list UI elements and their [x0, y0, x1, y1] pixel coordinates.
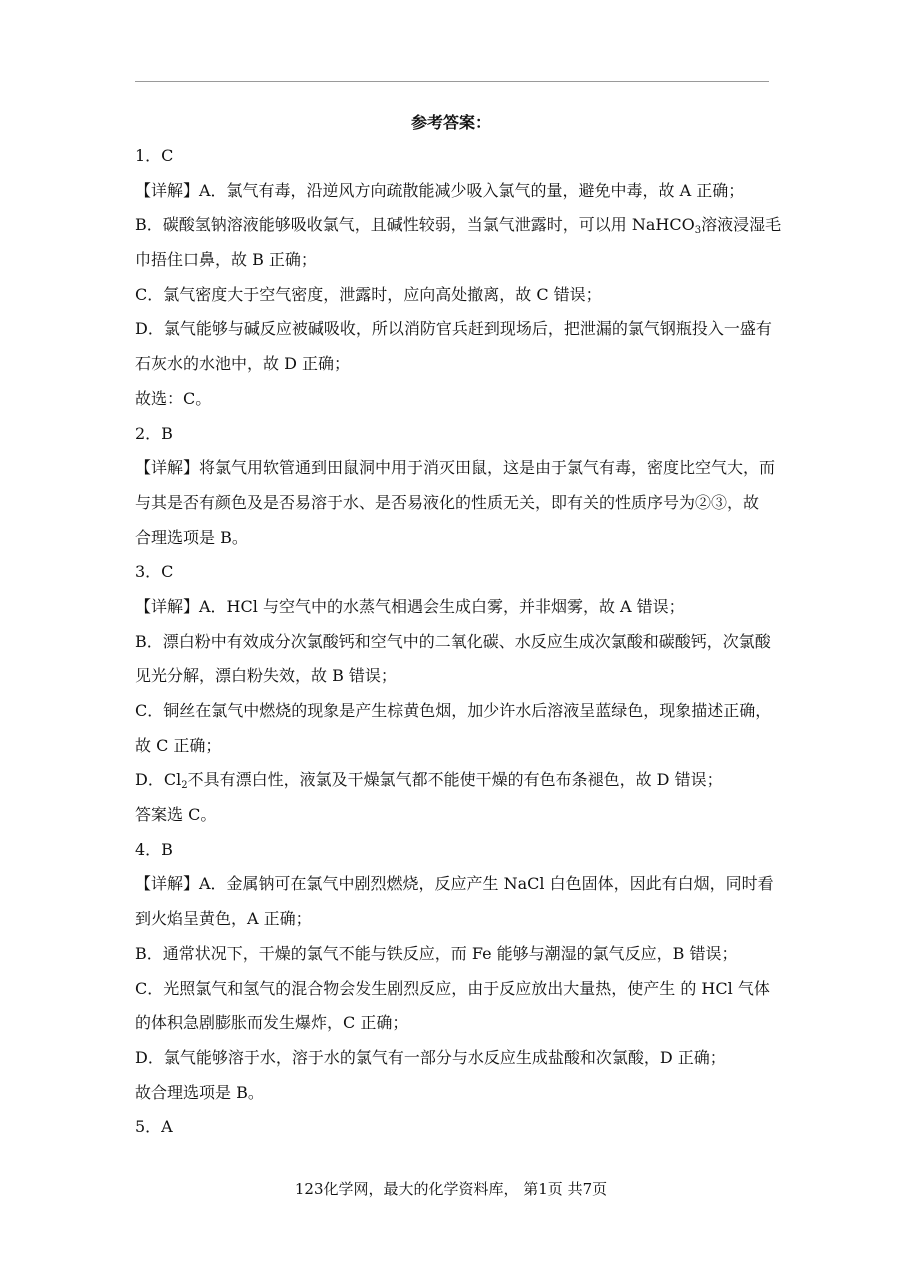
text-line: C．铜丝在氯气中燃烧的现象是产生棕黄色烟，加少许水后溶液呈蓝绿色，现象描述正确， [135, 701, 772, 720]
text-line: 【详解】A．氯气有毒，沿逆风方向疏散能减少吸入氯气的量，避免中毒，故 A 正确； [135, 180, 745, 200]
text-line: 5．A [135, 1117, 173, 1137]
text-line: 故选：C。 [135, 388, 212, 408]
text-line: 故 C 正确； [135, 735, 222, 755]
text-segment: D．Cl [135, 770, 182, 790]
text-line: 故合理选项是 B。 [135, 1082, 264, 1102]
text-line: 答案选 C。 [135, 805, 217, 825]
text-line: 的体积急剧膨胀而发生爆炸，C 正确； [135, 1013, 409, 1033]
text-line: 与其是否有颜色及是否易溶于水、是否易液化的性质无关，即有关的性质序号为②③，故 [135, 492, 760, 512]
text-line [135, 208, 782, 243]
text-line: 【详解】A．HCl 与空气中的水蒸气相遇会生成白雾，并非烟雾，故 A 错误； [135, 596, 685, 616]
text-line: D．氯气能够溶于水，溶于水的氯气有一部分与水反应生成盐酸和次氯酸，D 正确； [135, 1047, 726, 1067]
answer-content [135, 139, 782, 1145]
text-line: 2．B [135, 423, 173, 443]
text-line: C．光照氯气和氢气的混合物会发生剧烈反应，由于反应放出大量热，使产生 的 HCl 气体 [135, 978, 770, 998]
page-title: 参考答案： [410, 113, 491, 132]
text-line: 石灰水的水池中，故 D 正确； [135, 354, 351, 374]
text-segment: 不具有漂白性，液氯及干燥氯气都不能使干燥的有色布条褪色，故 D 错误； [187, 770, 723, 790]
text-line: 【详解】A．金属钠可在氯气中剧烈燃烧，反应产生 NaCl 白色固体，因此有白烟，同时看 [135, 874, 774, 894]
page-footer: 123化学网，最大的化学资料库， 第1页 共7页 [294, 1180, 608, 1198]
text-line: B．漂白粉中有效成分次氯酸钙和空气中的二氧化碳、水反应生成次氯酸和碳酸钙，次氯酸 [135, 631, 771, 651]
text-line: 1．C [135, 146, 174, 165]
text-line: B．通常状况下，干燥的氯气不能与铁反应，而 Fe 能够与潮湿的氯气反应，B 错误； [135, 943, 738, 963]
subscript: 3 [694, 225, 702, 237]
text-line: 4．B [135, 839, 173, 859]
text-line: 巾捂住口鼻，故 B 正确； [135, 250, 317, 270]
text-line: 合理选项是 B。 [135, 527, 248, 547]
subscript: 2 [181, 780, 188, 792]
text-segment: B．碳酸氢钠溶液能够吸收氯气，且碱性较弱，当氯气泄露时，可以用 NaHCO [135, 215, 695, 235]
text-line: C．氯气密度大于空气密度，泄露时，应向高处撤离，故 C 错误； [135, 284, 602, 304]
header-rule [135, 81, 769, 82]
text-line [135, 763, 775, 798]
text-line: 【详解】将氯气用软管通到田鼠洞中用于消灭田鼠，这是由于氯气有毒，密度比空气大，而 [135, 458, 776, 478]
text-segment: 溶液浸湿毛 [701, 215, 782, 235]
text-line: 到火焰呈黄色，A 正确； [135, 909, 312, 929]
text-line: 见光分解，漂白粉失效，故 B 错误； [135, 666, 397, 686]
text-line: 3．C [135, 562, 174, 582]
text-line: D．氯气能够与碱反应被碱吸收，所以消防官兵赶到现场后，把泄漏的氯气钢瓶投入一盛有 [135, 319, 772, 339]
